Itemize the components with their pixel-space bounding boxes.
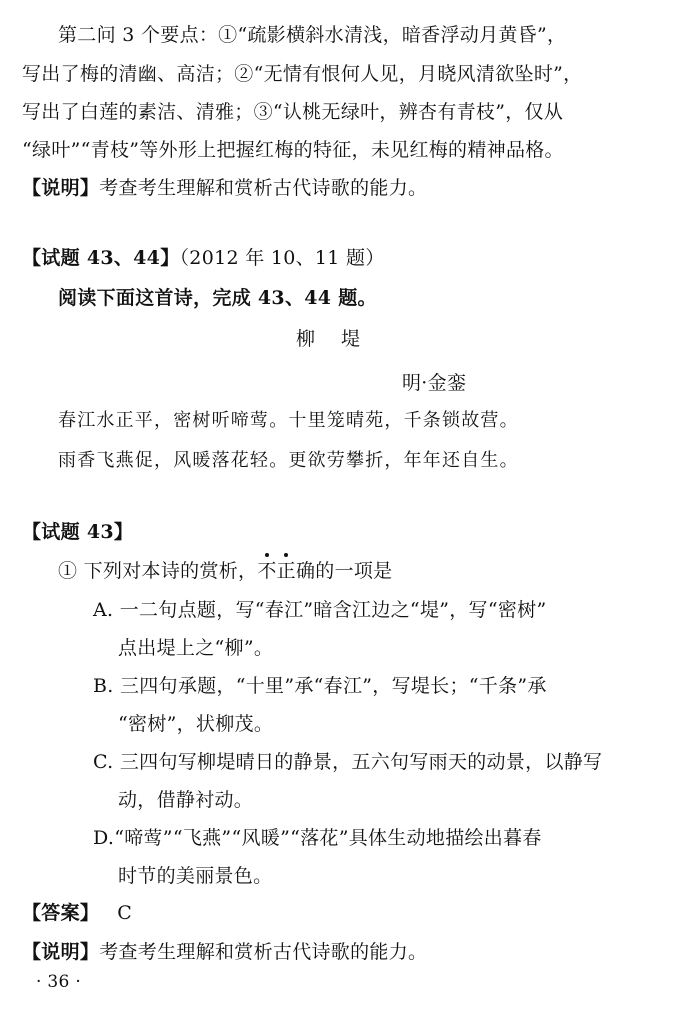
option-a-line1: A. 一二句点题，写“春江”暗含江边之“堤”，写“密树”	[93, 599, 547, 621]
poem-line: 雨香飞燕促，风暖落花轻。更欲劳攀折，年年还自生。	[58, 450, 519, 471]
section-heading	[22, 245, 385, 271]
note-line	[22, 175, 427, 201]
option-d-line2: 时节的美丽景色。	[118, 865, 273, 887]
question-stem	[58, 558, 392, 584]
paragraph-line: 第二问 3 个要点：①“疏影横斜水清浅，暗香浮动月黄昏”，	[58, 24, 567, 46]
poem-line: 春江水正平，密树听啼莺。十里笼晴苑，千条锁故营。	[58, 410, 519, 431]
option-b-line1: B. 三四句承题，“十里”承“春江”，写堤长；“千条”承	[93, 675, 547, 697]
section-year: （2012 年 10、11 题）	[179, 247, 385, 269]
poem-title: 柳堤	[296, 328, 387, 350]
option-c-line1: C. 三四句写柳堤晴日的静景，五六句写雨天的动景，以静写	[93, 751, 603, 773]
option-d-line1: D.“啼莺”“飞燕”“风暖”“落花”具体生动地描绘出暮春	[93, 827, 542, 849]
stem-text: 确的一项是	[295, 560, 393, 582]
emphasized-char: 不	[257, 560, 277, 582]
answer-line	[22, 900, 132, 926]
note-text: 考查考生理解和赏析古代诗歌的能力。	[99, 177, 428, 199]
note-label: 【说明】	[22, 941, 100, 963]
answer-value: C	[117, 902, 133, 924]
answer-label: 【答案】	[22, 902, 100, 924]
section-instruction: 阅读下面这首诗，完成 43、44 题。	[58, 287, 377, 309]
poem-author: 明·金銮	[402, 372, 467, 394]
stem-text: ① 下列对本诗的赏析，	[58, 560, 258, 582]
note-label: 【说明】	[22, 177, 100, 199]
paragraph-line: “绿叶”“青枝”等外形上把握红梅的特征，未见红梅的精神品格。	[22, 139, 564, 161]
option-c-line2: 动，借静衬动。	[118, 789, 254, 811]
note-line	[22, 939, 427, 965]
option-b-line2: “密树”，状柳茂。	[118, 713, 274, 735]
paragraph-line: 写出了白莲的素洁、清雅；③“认桃无绿叶，辨杏有青枝”，仅从	[22, 101, 564, 123]
note-text: 考查考生理解和赏析古代诗歌的能力。	[99, 941, 428, 963]
question-label: 【试题 43】	[22, 521, 134, 543]
paragraph-line: 写出了梅的清幽、高洁；②“无情有恨何人见，月晓风清欲坠时”，	[22, 63, 583, 85]
section-label: 【试题 43、44】	[22, 247, 180, 269]
emphasized-char: 正	[276, 560, 296, 582]
page-number: · 36 ·	[36, 972, 82, 992]
option-a-line2: 点出堤上之“柳”。	[118, 637, 274, 659]
